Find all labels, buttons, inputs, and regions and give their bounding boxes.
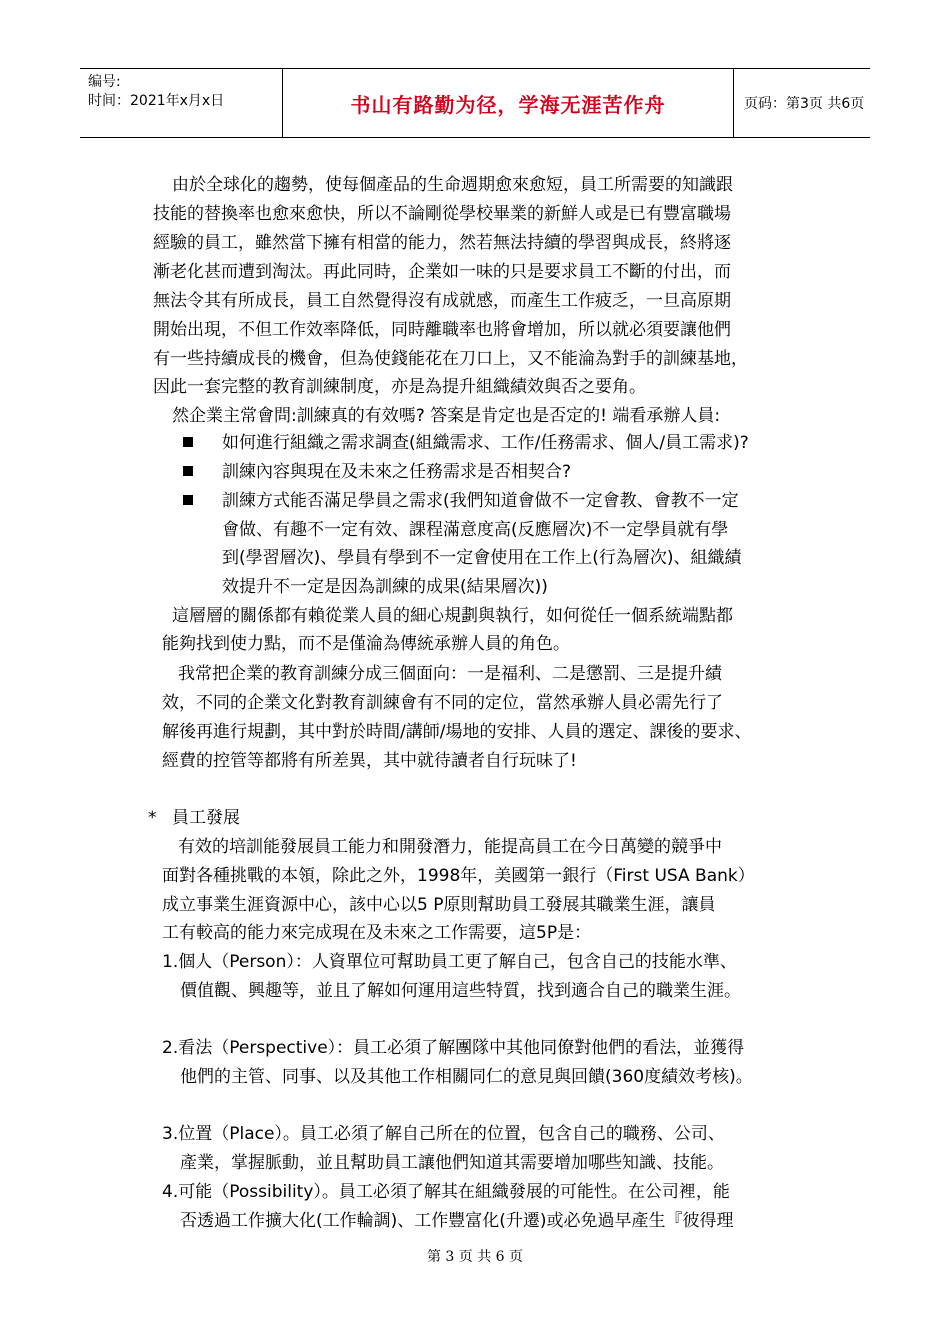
time-label: 时间：2021年x月x日 xyxy=(88,93,225,109)
header-page-info: 页码：第3页 共6页 xyxy=(744,96,865,112)
bullet-text: 到(學習層次)、學員有學到不一定會使用在工作上(行為層次)、組織績 xyxy=(222,548,742,568)
bullet-square-icon xyxy=(183,466,193,476)
paragraph-line: 有效的培訓能發展員工能力和開發潛力，能提高員工在今日萬變的競爭中 xyxy=(178,837,722,857)
paragraph-line: 無法令其有所成長，員工自然覺得沒有成就感，而產生工作疲乏，一旦高原期 xyxy=(153,291,731,311)
paragraph-line: 有一些持續成長的機會，但為使錢能花在刀口上，又不能淪為對手的訓練基地， xyxy=(153,349,748,369)
paragraph-line: 面對各種挑戰的本領，除此之外，1998年，美國第一銀行（First USA Bank） xyxy=(162,866,755,886)
paragraph-line: 效，不同的企業文化對教育訓練會有不同的定位，當然承辦人員必需先行了 xyxy=(162,693,723,713)
paragraph-line: 我常把企業的教育訓練分成三個面向：一是福利、二是懲罰、三是提升績 xyxy=(178,664,722,684)
number-label: 编号: xyxy=(88,74,121,90)
paragraph-line: 經費的控管等都將有所差異，其中就待讀者自行玩味了! xyxy=(162,751,577,771)
page-footer: 第 3 页 共 6 页 xyxy=(426,1249,524,1265)
list-item: 1.個人（Person）：人資單位可幫助員工更了解自己，包含自己的技能水準、 xyxy=(162,952,737,972)
list-item: 價值觀、興趣等，並且了解如何運用這些特質，找到適合自己的職業生涯。 xyxy=(180,981,741,1001)
paragraph-line: 開始出現，不但工作效率降低，同時離職率也將會增加，所以就必須要讓他們 xyxy=(153,320,731,340)
page-header xyxy=(80,68,870,138)
paragraph-line: 工有較高的能力來完成現在及未來之工作需要，這5P是： xyxy=(162,923,592,943)
bullet-square-icon xyxy=(183,495,193,505)
header-meta xyxy=(80,69,282,137)
list-item: 他們的主管、同事、以及其他工作相關同仁的意見與回饋(360度績效考核)。 xyxy=(180,1067,753,1087)
paragraph-line: 能夠找到使力點，而不是僅淪為傳統承辦人員的角色。 xyxy=(162,634,570,654)
paragraph-line: 然企業主常會問:訓練真的有效嗎? 答案是肯定也是否定的! 端看承辦人員: xyxy=(172,406,721,426)
list-item: 3.位置（Place）。員工必須了解自己所在的位置，包含自己的職務、公司、 xyxy=(162,1124,725,1144)
paragraph-line: 成立事業生涯資源中心，該中心以5 P原則幫助員工發展其職業生涯，讓員 xyxy=(162,895,716,915)
bullet-text: 訓練方式能否滿足學員之需求(我們知道會做不一定會教、會教不一定 xyxy=(222,491,739,511)
bullet-text: 訓練內容與現在及未來之任務需求是否相契合? xyxy=(222,462,572,482)
paragraph-line: 技能的替換率也愈來愈快，所以不論剛從學校畢業的新鮮人或是已有豐富職場 xyxy=(153,204,731,224)
list-item: 4.可能（Possibility）。員工必須了解其在組織發展的可能性。在公司裡，能 xyxy=(162,1182,730,1202)
section-title: 員工發展 xyxy=(172,808,240,828)
paragraph-line: 經驗的員工，雖然當下擁有相當的能力，然若無法持續的學習與成長，終將逐 xyxy=(153,233,731,253)
bullet-text: 效提升不一定是因為訓練的成果(結果層次)) xyxy=(222,577,548,597)
section-star: * xyxy=(148,808,157,828)
paragraph-line: 漸老化甚而遭到淘汰。再此同時，企業如一味的只是要求員工不斷的付出，而 xyxy=(153,262,731,282)
paragraph-line: 這層層的關係都有賴從業人員的細心規劃與執行，如何從任一個系統端點都 xyxy=(172,606,733,626)
paragraph-line: 因此一套完整的教育訓練制度，亦是為提升組織績效與否之要角。 xyxy=(153,377,646,397)
bullet-text: 會做、有趣不一定有效、課程滿意度高(反應層次)不一定學員就有學 xyxy=(222,520,729,540)
bullet-text: 如何進行組織之需求調查(組織需求、工作/任務需求、個人/員工需求)? xyxy=(222,433,749,453)
list-item: 2.看法（Perspective）：員工必須了解團隊中其他同僚對他們的看法，並獲得 xyxy=(162,1038,745,1058)
paragraph-line: 解後再進行規劃，其中對於時間/講師/場地的安排、人員的選定、課後的要求、 xyxy=(162,722,752,742)
header-motto: 书山有路勤为径，学海无涯苦作舟 xyxy=(282,69,734,137)
bullet-square-icon xyxy=(183,437,193,447)
paragraph-line: 由於全球化的趨勢，使每個產品的生命週期愈來愈短，員工所需要的知識跟 xyxy=(172,175,733,195)
list-item: 產業，掌握脈動，並且幫助員工讓他們知道其需要增加哪些知識、技能。 xyxy=(180,1153,724,1173)
list-item: 否透過工作擴大化(工作輪調)、工作豐富化(升遷)或必免過早產生『彼得理 xyxy=(180,1211,734,1231)
